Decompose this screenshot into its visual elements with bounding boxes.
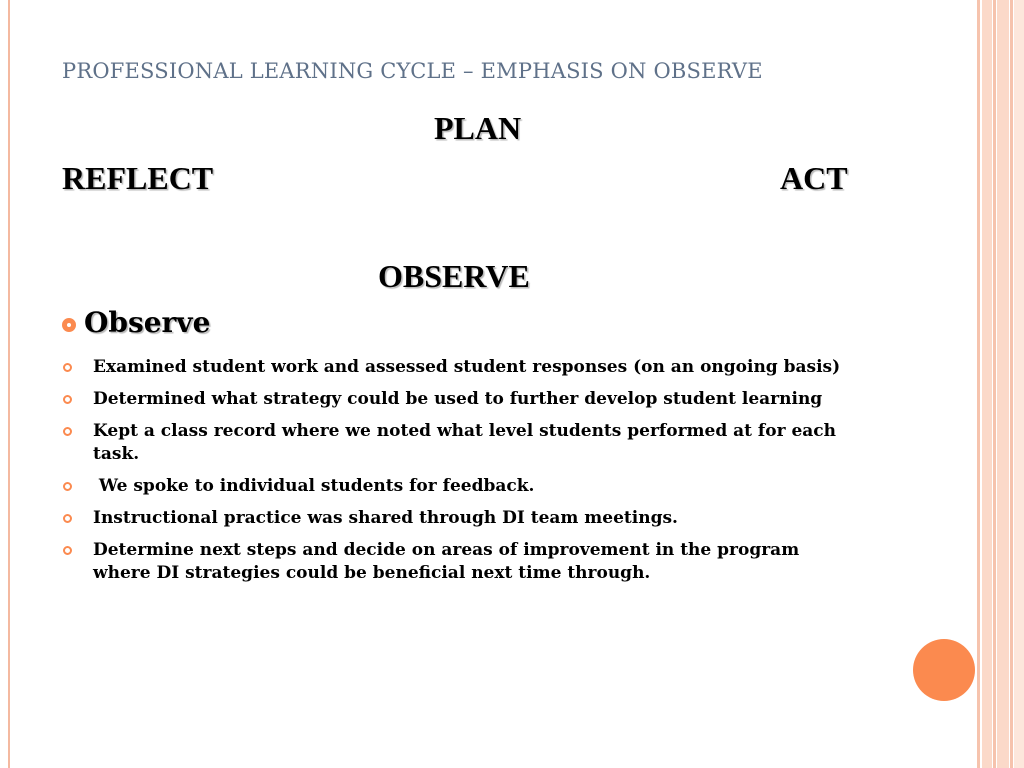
right-stripe	[1010, 0, 1013, 768]
list-item-text: Kept a class record where we noted what level students performed at for each task.	[93, 421, 837, 464]
slide-title: PROFESSIONAL LEARNING CYCLE – EMPHASIS ON OBSERVE	[62, 59, 763, 83]
list-item-text: Determine next steps and decide on areas of improvement in the program where DI strategies could be beneficial next time through.	[93, 540, 800, 583]
list-item-text: We spoke to individual students for feedback.	[93, 476, 535, 496]
bullet-ring-icon	[63, 546, 72, 555]
cycle-observe: OBSERVE	[378, 258, 530, 294]
left-border-line	[8, 0, 10, 768]
decorative-circle	[913, 639, 975, 701]
right-stripe	[977, 0, 980, 768]
list-item-text: Examined student work and assessed student responses (on an ongoing basis)	[93, 357, 841, 377]
list-item	[62, 420, 862, 466]
cycle-plan: PLAN	[434, 110, 522, 146]
bullet-ring-icon	[63, 482, 72, 491]
list-item	[62, 475, 862, 498]
list-item	[62, 388, 862, 411]
list-item	[62, 507, 862, 530]
cycle-reflect: REFLECT	[62, 160, 214, 196]
bullet-ring-icon	[63, 363, 72, 372]
heading-text: Observe	[84, 306, 211, 339]
right-stripe	[1014, 0, 1024, 768]
bullet-ring-icon	[63, 514, 72, 523]
right-stripe	[993, 0, 996, 768]
list-item-text: Determined what strategy could be used to further develop student learning	[93, 389, 823, 409]
right-stripe	[982, 0, 992, 768]
bullet-ring-icon	[63, 395, 72, 404]
bullet-list	[62, 356, 862, 594]
cycle-act: ACT	[780, 160, 848, 196]
right-stripe	[997, 0, 1009, 768]
observe-heading	[62, 306, 210, 339]
bullet-ring-icon	[62, 318, 76, 332]
list-item	[62, 539, 862, 585]
list-item-text: Instructional practice was shared through DI team meetings.	[93, 508, 678, 528]
list-item	[62, 356, 862, 379]
bullet-ring-icon	[63, 427, 72, 436]
